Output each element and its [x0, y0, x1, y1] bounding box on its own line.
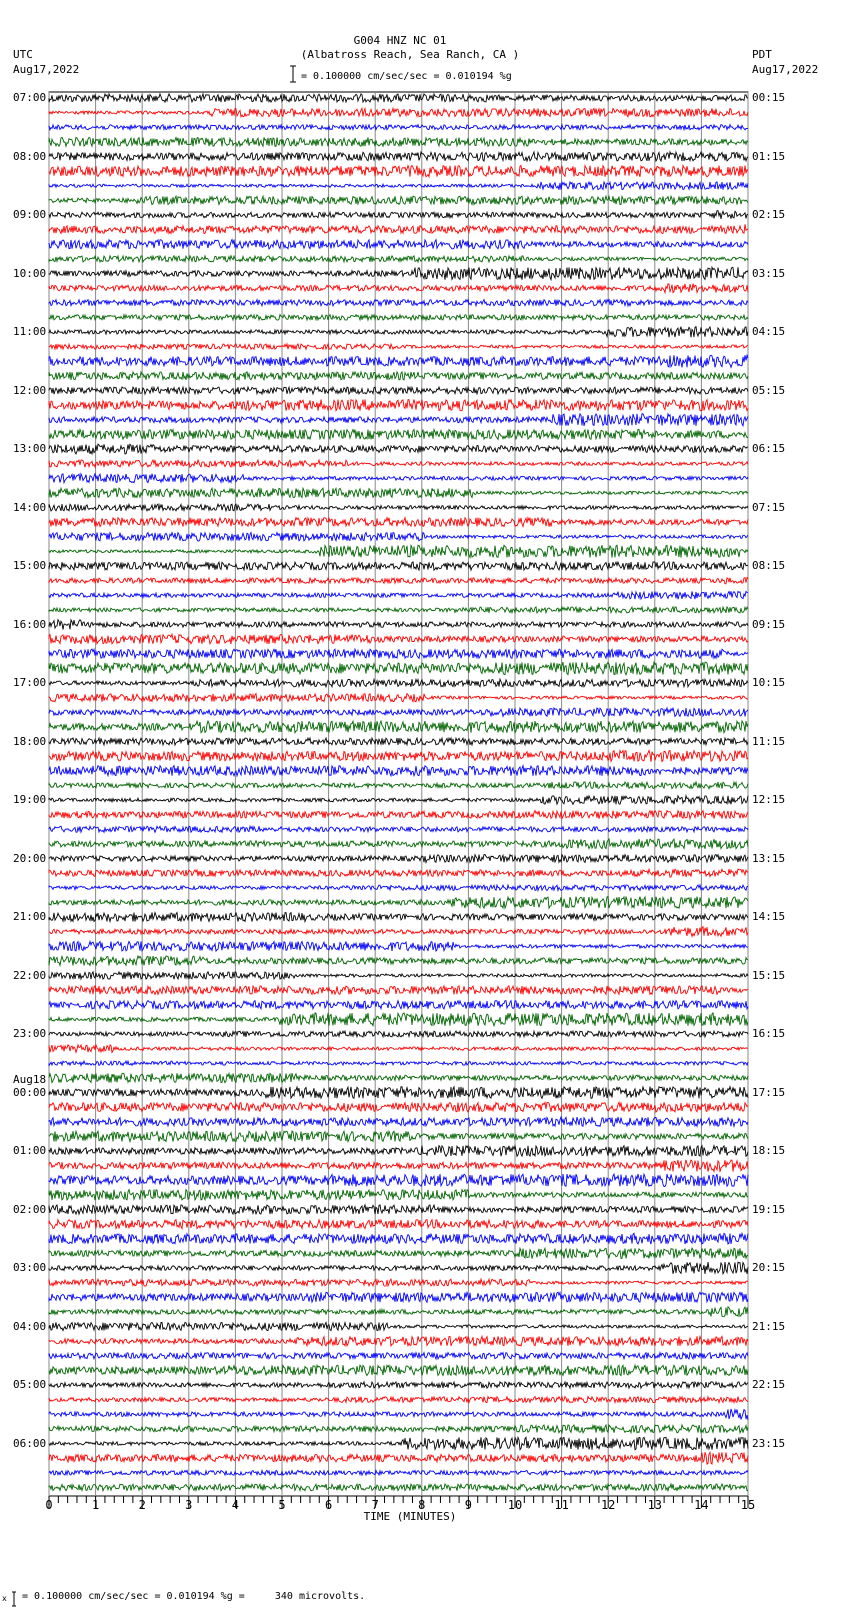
- x-tick-label: 12: [600, 1498, 616, 1512]
- seismic-trace: [49, 355, 748, 367]
- seismic-trace: [49, 897, 748, 909]
- utc-hour-label: 09:00: [13, 208, 47, 221]
- pdt-hour-label: 20:15: [752, 1261, 786, 1274]
- utc-hour-label: 17:00: [13, 676, 47, 689]
- pdt-hour-label: 23:15: [752, 1436, 786, 1450]
- seismic-trace: [49, 460, 748, 467]
- x-tick-label: 7: [371, 1498, 379, 1512]
- pdt-hour-label: 08:15: [752, 559, 786, 572]
- seismic-trace: [49, 182, 748, 190]
- seismic-trace: [49, 1001, 748, 1009]
- x-tick-label: 4: [231, 1498, 240, 1512]
- x-tick-label: 6: [324, 1498, 333, 1512]
- x-tick-label: 5: [278, 1498, 286, 1512]
- seismic-trace: [49, 1336, 748, 1346]
- chart-subtitle: (Albatross Reach, Sea Ranch, CA ): [300, 48, 520, 61]
- right-date: Aug17,2022: [752, 63, 819, 76]
- left-date: Aug17,2022: [13, 63, 80, 76]
- scale-text: = 0.100000 cm/sec/sec = 0.010194 %g: [301, 71, 512, 82]
- utc-hour-label: 08:00: [13, 149, 47, 163]
- pdt-hour-label: 13:15: [752, 851, 786, 865]
- utc-hour-label: 00:00: [13, 1085, 47, 1099]
- seismic-trace: [49, 1013, 748, 1026]
- seismic-trace: [49, 839, 748, 849]
- x-tick-label: 2: [138, 1498, 146, 1512]
- utc-hour-label: 12:00: [13, 383, 47, 397]
- utc-hour-label: 11:00: [13, 325, 47, 338]
- seismic-trace: [49, 578, 748, 584]
- seismic-trace: [49, 240, 748, 249]
- utc-hour-label: 21:00: [13, 910, 47, 923]
- utc-hour-label: 16:00: [13, 617, 47, 631]
- seismic-trace: [49, 444, 748, 454]
- utc-hour-label: 23:00: [13, 1027, 47, 1040]
- seismic-trace: [49, 1117, 748, 1126]
- x-tick-label: 1: [91, 1498, 100, 1512]
- utc-hour-label: 18:00: [13, 734, 47, 748]
- seismic-trace: [49, 137, 748, 146]
- seismic-trace: [49, 1160, 748, 1172]
- seismic-trace: [49, 708, 748, 717]
- pdt-hour-label: 06:15: [752, 442, 786, 455]
- seismic-trace: [49, 488, 748, 498]
- seismic-trace: [49, 986, 748, 995]
- seismic-trace: [49, 1061, 748, 1065]
- seismic-trace: [49, 414, 748, 426]
- seismic-trace: [49, 885, 748, 891]
- seismic-trace: [49, 1262, 748, 1274]
- x-tick-label: 3: [185, 1498, 193, 1512]
- seismic-trace: [49, 855, 748, 863]
- utc-hour-label: 19:00: [13, 793, 47, 806]
- seismic-trace: [49, 1087, 748, 1099]
- seismic-trace: [49, 474, 748, 483]
- pdt-hour-label: 00:15: [752, 91, 786, 104]
- seismic-trace: [49, 267, 748, 279]
- seismic-trace: [49, 796, 748, 805]
- seismic-trace: [49, 400, 748, 411]
- x-tick-label: 11: [554, 1498, 569, 1512]
- seismic-trace: [49, 738, 748, 745]
- seismic-trace: [49, 562, 748, 570]
- seismic-trace: [49, 504, 748, 511]
- utc-hour-label: 10:00: [13, 266, 47, 280]
- left-timezone: UTC: [13, 48, 33, 61]
- pdt-hour-label: 15:15: [752, 968, 786, 982]
- pdt-hour-label: 07:15: [752, 500, 786, 514]
- seismic-trace: [49, 256, 748, 262]
- seismic-trace: [49, 533, 748, 542]
- seismic-trace: [49, 211, 748, 219]
- seismic-trace: [49, 1322, 748, 1330]
- seismic-trace: [49, 620, 748, 630]
- seismic-trace: [49, 811, 748, 819]
- seismic-trace: [49, 956, 748, 966]
- seismic-trace: [49, 518, 748, 527]
- seismic-trace: [49, 972, 748, 979]
- seismic-trace: [49, 1031, 748, 1037]
- seismic-trace: [49, 1307, 748, 1317]
- seismic-trace: [49, 591, 748, 599]
- seismic-trace: [49, 315, 748, 321]
- pdt-hour-label: 16:15: [752, 1027, 786, 1040]
- footer-mark: x: [2, 1594, 7, 1603]
- seismic-trace: [49, 679, 748, 687]
- x-tick-label: 14: [694, 1498, 709, 1512]
- x-tick-label: 0: [45, 1498, 53, 1512]
- seismic-trace: [49, 1190, 748, 1200]
- footer-scale-text: = 0.100000 cm/sec/sec = 0.010194 %g = 340 microvolts.: [22, 1591, 366, 1602]
- pdt-hour-label: 19:15: [752, 1202, 786, 1216]
- seismic-trace: [49, 634, 748, 644]
- seismic-trace: [49, 1353, 748, 1359]
- utc-hour-label: 13:00: [13, 442, 47, 455]
- seismic-trace: [49, 649, 748, 658]
- seismic-trace: [49, 284, 748, 293]
- utc-hour-label: 15:00: [13, 559, 47, 572]
- seismic-trace: [49, 1470, 748, 1475]
- seismic-trace: [49, 1233, 748, 1244]
- seismic-trace: [49, 1437, 748, 1449]
- seismic-trace: [49, 1292, 748, 1302]
- seismic-trace: [49, 1102, 748, 1112]
- utc-hour-label: 20:00: [13, 851, 47, 865]
- seismic-trace: [49, 1146, 748, 1157]
- seismic-trace: [49, 1205, 748, 1214]
- seismic-trace: [49, 1174, 748, 1187]
- seismic-trace: [49, 662, 748, 675]
- seismic-trace: [49, 869, 748, 877]
- utc-hour-label: 22:00: [13, 968, 47, 982]
- date-change-label: Aug18: [13, 1072, 47, 1086]
- seismic-trace: [49, 1452, 748, 1464]
- pdt-hour-label: 22:15: [752, 1378, 786, 1391]
- pdt-hour-label: 21:15: [752, 1319, 786, 1333]
- pdt-hour-label: 17:15: [752, 1085, 786, 1099]
- utc-hour-label: 07:00: [13, 91, 47, 104]
- seismic-trace: [49, 1365, 748, 1375]
- seismic-trace: [49, 1220, 748, 1229]
- seismic-trace: [49, 826, 748, 832]
- seismic-trace: [49, 224, 748, 233]
- x-tick-label: 10: [507, 1498, 523, 1512]
- right-timezone: PDT: [752, 48, 772, 61]
- seismic-trace: [49, 1073, 748, 1083]
- seismic-trace: [49, 1425, 748, 1433]
- x-tick-label: 9: [464, 1498, 473, 1512]
- pdt-hour-label: 10:15: [752, 676, 786, 689]
- seismic-trace: [49, 429, 748, 439]
- utc-hour-label: 01:00: [13, 1144, 47, 1157]
- pdt-hour-label: 12:15: [752, 793, 786, 806]
- pdt-hour-label: 03:15: [752, 266, 786, 280]
- seismic-trace: [49, 751, 748, 762]
- utc-hour-label: 14:00: [13, 500, 47, 514]
- seismic-trace: [49, 1045, 748, 1053]
- seismic-trace: [49, 927, 748, 937]
- seismic-trace: [49, 941, 748, 951]
- seismic-trace: [49, 1397, 748, 1403]
- seismic-trace: [49, 300, 748, 306]
- pdt-hour-label: 09:15: [752, 617, 786, 631]
- seismic-trace: [49, 607, 748, 613]
- x-tick-label: 8: [418, 1498, 426, 1512]
- seismic-trace: [49, 1279, 748, 1286]
- pdt-hour-label: 14:15: [752, 910, 786, 923]
- seismic-trace: [49, 108, 748, 116]
- utc-hour-label: 02:00: [13, 1202, 47, 1216]
- pdt-hour-label: 01:15: [752, 149, 786, 163]
- pdt-hour-label: 04:15: [752, 325, 786, 338]
- seismic-trace: [49, 94, 748, 102]
- seismic-trace: [49, 1409, 748, 1420]
- pdt-hour-label: 05:15: [752, 383, 786, 397]
- seismic-trace: [49, 166, 748, 177]
- seismic-trace: [49, 766, 748, 776]
- seismic-trace: [49, 387, 748, 394]
- seismic-trace: [49, 694, 748, 702]
- pdt-hour-label: 18:15: [752, 1144, 786, 1157]
- seismic-trace: [49, 1382, 748, 1388]
- seismic-trace: [49, 1484, 748, 1491]
- seismic-trace: [49, 1248, 748, 1258]
- utc-hour-label: 03:00: [13, 1261, 47, 1274]
- utc-hour-label: 06:00: [13, 1436, 47, 1450]
- seismic-trace: [49, 1131, 748, 1142]
- utc-hour-label: 04:00: [13, 1319, 47, 1333]
- seismic-trace: [49, 327, 748, 338]
- seismic-trace: [49, 196, 748, 204]
- x-tick-label: 13: [647, 1498, 663, 1512]
- x-tick-label: 15: [740, 1498, 756, 1512]
- seismic-trace: [49, 721, 748, 733]
- seismic-trace: [49, 545, 748, 557]
- seismic-trace: [49, 125, 748, 130]
- seismic-trace: [49, 152, 748, 161]
- seismic-trace: [49, 782, 748, 789]
- x-axis-label: TIME (MINUTES): [363, 1510, 457, 1523]
- pdt-hour-label: 11:15: [752, 734, 786, 748]
- seismic-trace: [49, 372, 748, 380]
- pdt-hour-label: 02:15: [752, 208, 786, 221]
- utc-hour-label: 05:00: [13, 1378, 47, 1391]
- seismic-trace: [49, 912, 748, 921]
- seismic-trace: [49, 344, 748, 349]
- chart-title: G004 HNZ NC 01: [353, 34, 447, 47]
